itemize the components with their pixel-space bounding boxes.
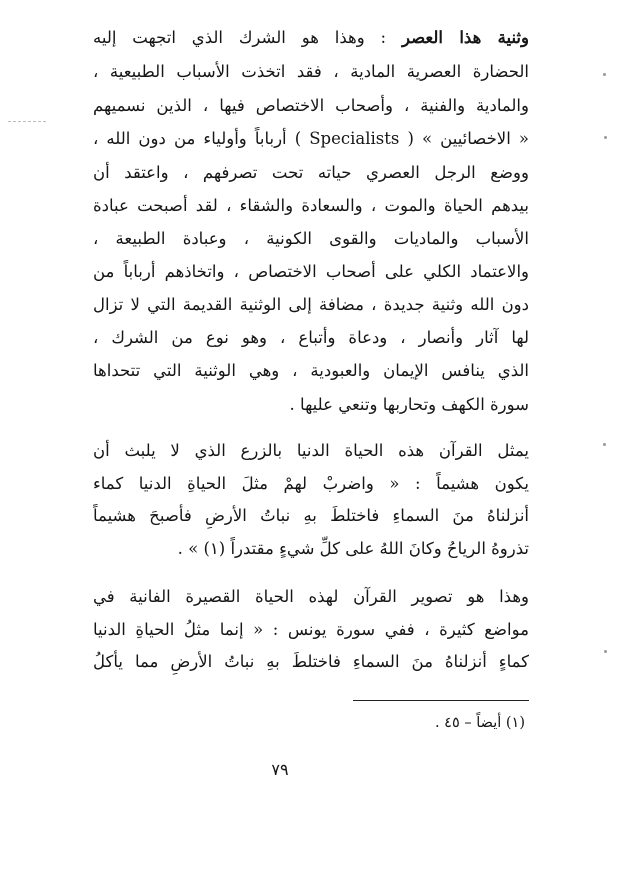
scan-artifact	[604, 650, 607, 653]
text-line: كماءٍ أنزلناهُ منَ السماءِ فاختلطَ بهِ نباتُ الأرضِ مما يأكلُ	[93, 652, 529, 671]
page-number: ٧٩	[271, 760, 289, 779]
scan-artifact	[603, 443, 606, 446]
text-line: سورة الكهف وتحاربها وتنعي عليها .	[289, 395, 529, 414]
text-line: ووضع الرجل العصري حياته تحت تصرفهم ، واعتقد أن	[93, 163, 529, 182]
scan-artifact	[604, 136, 607, 139]
text-line: الذي ينافس الإيمان والعبودية ، وهي الوثنية التي تتحداها	[93, 361, 529, 380]
text-line: والمادية والفنية ، وأصحاب الاختصاص فيها ، الذين نسميهم	[93, 96, 529, 115]
footnote-divider	[353, 700, 529, 701]
footnote: (١) أيضاً – ٤٥ .	[434, 715, 525, 731]
text-line: دون الله وثنية جديدة ، مضافة إلى الوثنية القديمة التي لا تزال	[93, 295, 529, 314]
text-line: الحضارة العصرية المادية ، فقد اتخذت الأسباب الطبيعية ،	[93, 62, 529, 81]
text-line: أنزلناهُ منَ السماءِ فاختلطَ بهِ نباتُ الأرضِ فأصبحَ هشيماً	[93, 506, 529, 525]
text-line: تذروهُ الرياحُ وكانَ اللهُ على كلِّ شيءٍ مقتدراً (١) » .	[177, 539, 529, 558]
text-line: يمثل القرآن هذه الحياة الدنيا بالزرع الذي لا يلبث أن	[93, 441, 529, 460]
text-line: مواضع كثيرة ، ففي سورة يونس : « إنما مثلُ الحياةِ الدنيا	[93, 620, 529, 639]
text-line: الأسباب والماديات والقوى الكونية ، وعبادة الطبيعة ،	[93, 229, 529, 248]
scan-artifact	[603, 73, 606, 76]
text-line: والاعتماد الكلي على أصحاب الاختصاص ، واتخاذهم أرباباً من	[93, 262, 529, 281]
text-line: بيدهم الحياة والموت ، والسعادة والشقاء ، لقد أصبحت عبادة	[93, 196, 529, 215]
text-line: « الاخصائيين » ( Specialists ) أرباباً وأولياء من دون الله ،	[93, 129, 529, 148]
text-line: وهذا هو تصوير القرآن لهذه الحياة القصيرة الفانية في	[93, 587, 529, 606]
section-heading: وثنية هذا العصر	[401, 28, 529, 47]
text-line: يكون هشيماً : « واضربْ لهمْ مثلَ الحياةِ الدنيا كماء	[93, 474, 529, 493]
text-line: لها آثار وأنصار ، ودعاة وأتباع ، وهو نوع من الشرك ،	[93, 328, 529, 347]
scan-artifact	[8, 121, 46, 122]
text-line: وثنية هذا العصر : وهذا هو الشرك الذي اتجهت إليه	[93, 28, 529, 47]
